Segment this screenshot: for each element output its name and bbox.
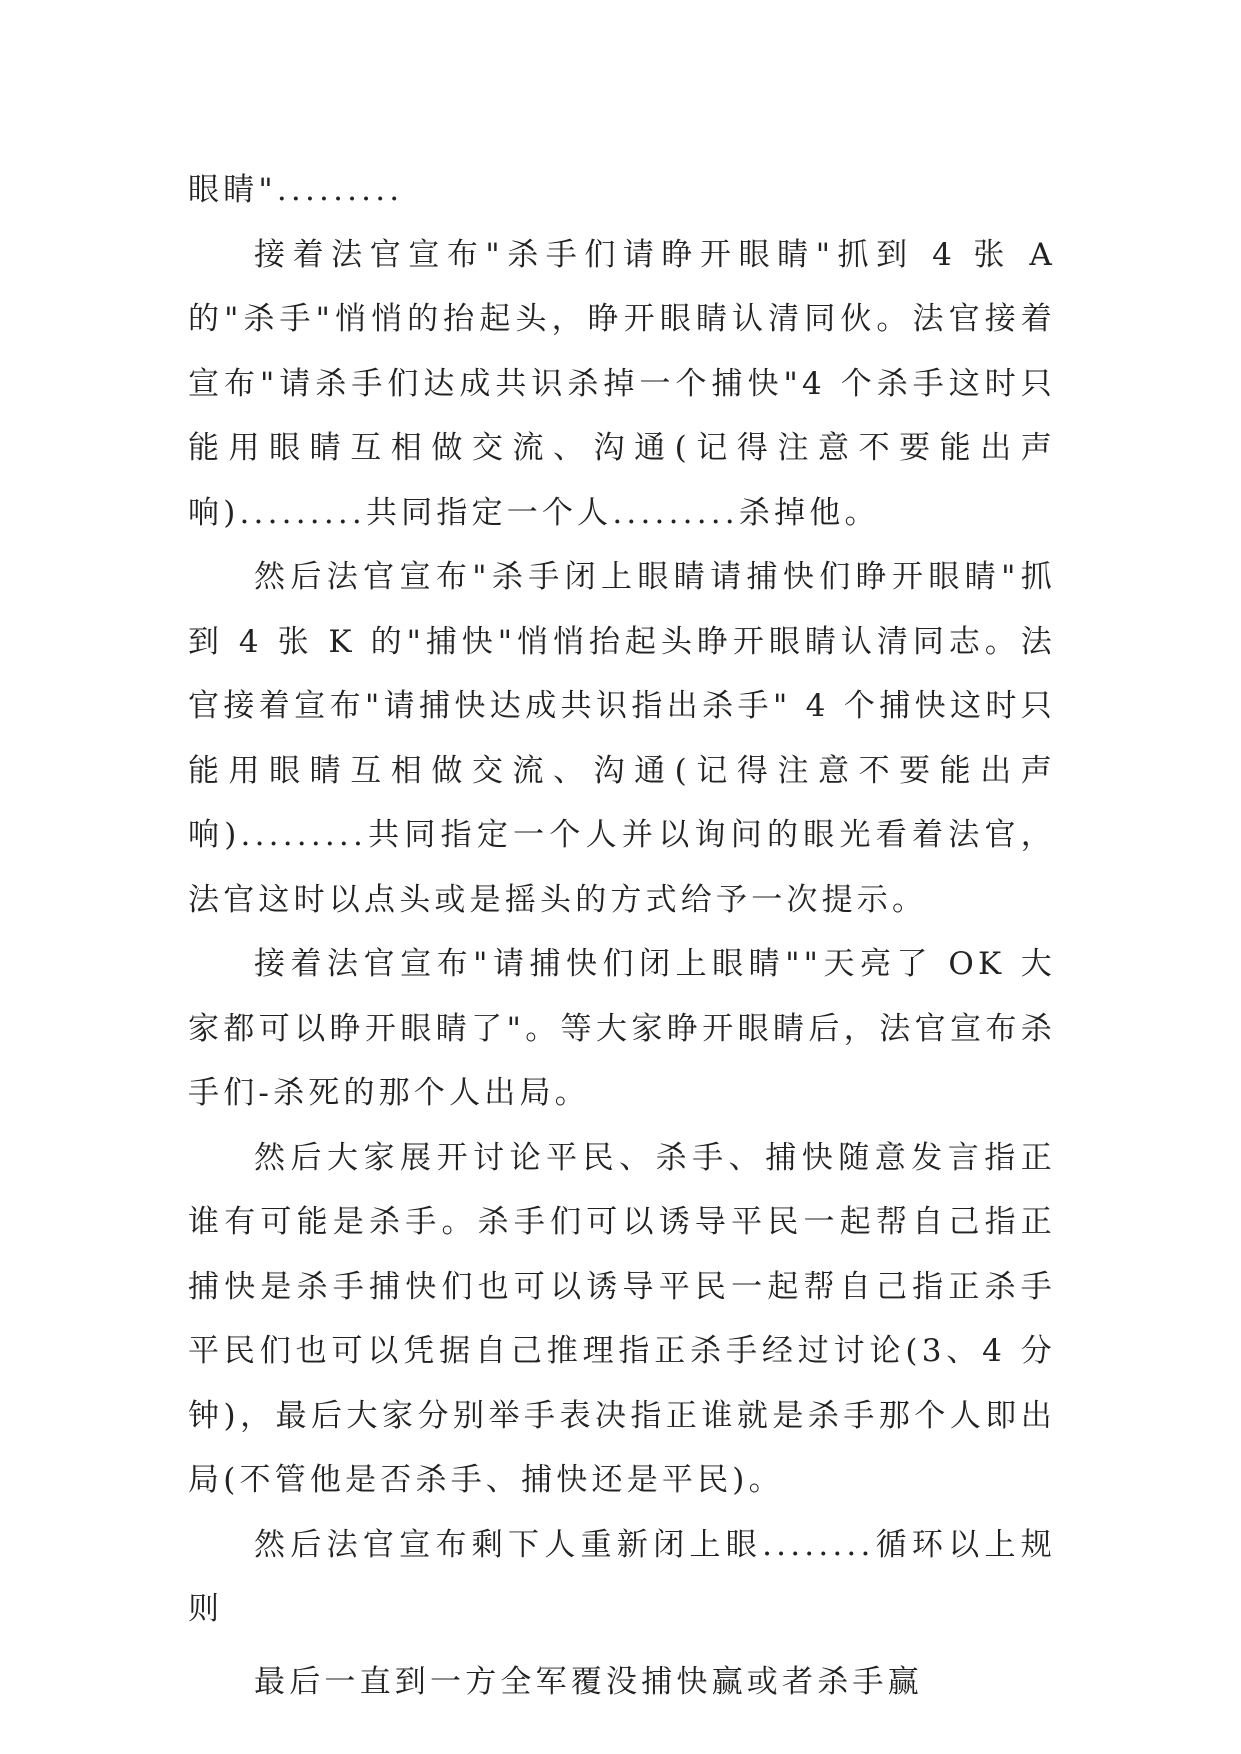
paragraph-killers-open-eyes: 接着法官宣布"杀手们请睁开眼睛"抓到 4 张 A 的"杀手"悄悄的抬起头，睁开眼睛认清同伙。法官接着宣布"请杀手们达成共识杀掉一个捕快"4 个杀手这时只能用眼睛互相做交流、沟通(记得注意不要能出声响).........共同指定一个人.........杀掉他。 [188, 236, 1056, 531]
paragraph-victory: 最后一直到一方全军覆没捕快赢或者杀手赢 [254, 1663, 923, 1700]
paragraph-continuation: 眼睛"......... [188, 172, 404, 208]
paragraph-constables-open-eyes: 然后法官宣布"杀手闭上眼睛请捕快们睁开眼睛"抓到 4 张 K 的"捕快"悄悄抬起头睁开眼睛认清同志。法官接着宣布"请捕快达成共识指出杀手" 4 个捕快这时只能用眼睛互相做交流、沟通(记得注意不要能出声响).........共同指定一个人并以询问的眼光看着法官，法官这时以点头或是摇头的方式给予一次提示。 [188, 559, 1056, 918]
document-body [188, 158, 1056, 1714]
paragraph-daybreak: 接着法官宣布"请捕快们闭上眼睛""天亮了 OK 大家都可以睁开眼睛了"。等大家睁开眼睛后，法官宣布杀手们-杀死的那个人出局。 [188, 946, 1056, 1111]
paragraph-repeat-rules: 然后法官宣布剩下人重新闭上眼........循环以上规则 [188, 1526, 1056, 1627]
paragraph-discussion: 然后大家展开讨论平民、杀手、捕快随意发言指正谁有可能是杀手。杀手们可以诱导平民一起帮自己指正捕快是杀手捕快们也可以诱导平民一起帮自己指正杀手平民们也可以凭据自己推理指正杀手经过讨论(3、4 分钟)，最后大家分别举手表决指正谁就是杀手那个人即出局(不管他是否杀手、捕快还是平民)。 [188, 1139, 1056, 1498]
